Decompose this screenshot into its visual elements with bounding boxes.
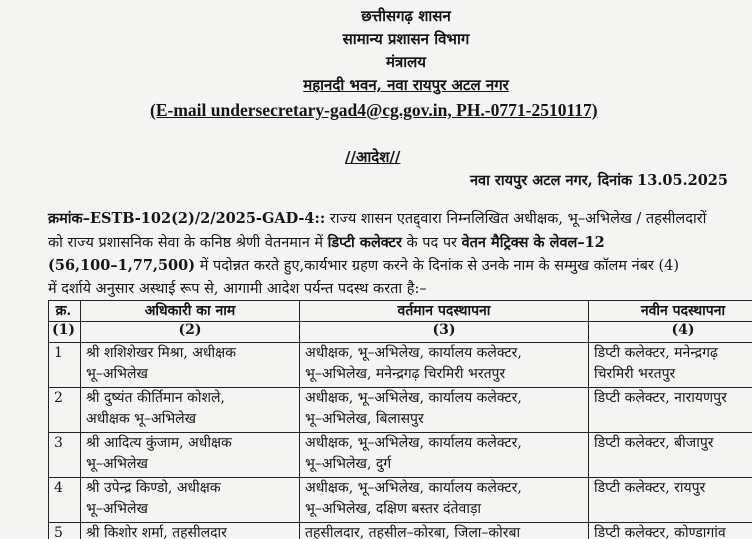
current-posting-line: भू–अभिलेख, दक्षिण बस्तर दंतेवाड़ा: [305, 501, 482, 517]
header-sn: क्र.: [49, 301, 81, 322]
col-number: (3): [300, 322, 589, 343]
department-name: सामान्य प्रशासन विभाग: [342, 30, 470, 48]
officer-name: [81, 388, 300, 433]
current-posting: [300, 433, 589, 478]
body-line-3-b: में पदोन्नत करते हुए,कार्यभार ग्रहण करने के दिनांक से उनके नाम के सम्मुख कॉलम नंबर (4): [195, 258, 679, 274]
new-posting-line: डिप्टी कलेक्टर, मनेन्द्रगढ़: [594, 345, 718, 361]
contact-line: (E-mail undersecretary-gad4@cg.gov.in, PH.-0771-2510117): [150, 100, 598, 120]
serial-number: 4: [49, 478, 81, 523]
col-number: (4): [589, 322, 752, 343]
officer-name: [81, 433, 300, 478]
officer-name-line: श्री शशिशेखर मिश्रा, अधीक्षक: [86, 345, 236, 361]
header-new-posting: नवीन पदस्थापना: [589, 301, 752, 322]
col-number: (2): [81, 322, 300, 343]
current-posting-line: अधीक्षक, भू–अभिलेख, कार्यालय कलेक्टर,: [305, 435, 522, 451]
new-posting-line: डिप्टी कलेक्टर, रायपुर: [594, 480, 706, 496]
table-body: [49, 343, 752, 539]
officer-name-line: भू–अभिलेख: [86, 366, 148, 382]
body-line-4: में दर्शाये अनुसार अस्थाई रूप से, आगामी आदेश पर्यन्त पदस्थ करता है:–: [48, 281, 427, 297]
body-line-2-c: के पद पर: [401, 235, 462, 251]
current-posting: [300, 388, 589, 433]
current-posting-line: तहसीलदार, तहसील–कोरबा, जिला–कोरबा: [305, 525, 521, 539]
order-title: //आदेश//: [345, 148, 401, 166]
current-posting-line: अधीक्षक, भू–अभिलेख, कार्यालय कलेक्टर,: [305, 480, 522, 496]
new-posting: [589, 343, 752, 388]
body-line-1: [48, 208, 752, 228]
current-posting: [300, 343, 589, 388]
posting-table: [48, 300, 752, 539]
officer-name-line: श्री किशोर शर्मा, तहसीलदार: [86, 525, 227, 539]
current-posting-line: भू–अभिलेख, बिलासपुर: [305, 411, 424, 427]
body-line-3: [48, 255, 752, 275]
table-row: [49, 478, 752, 523]
body-line-2-a: को राज्य प्रशासनिक सेवा के कनिष्ठ श्रेणी वेतनमान में: [48, 235, 328, 251]
officer-name-line: श्री उपेन्द्र किण्डो, अधीक्षक: [86, 480, 221, 496]
current-posting-line: अधीक्षक, भू–अभिलेख, कार्यालय कलेक्टर,: [305, 345, 522, 361]
new-posting: [589, 388, 752, 433]
new-posting: [589, 523, 752, 539]
serial-number: 1: [49, 343, 81, 388]
body-line-2: [48, 232, 752, 252]
table-row: [49, 343, 752, 388]
serial-number: 2: [49, 388, 81, 433]
officer-name-line: भू–अभिलेख: [86, 501, 148, 517]
officer-name-line: श्री आदित्य कुंजाम, अधीक्षक: [86, 435, 232, 451]
new-posting-line: डिप्टी कलेक्टर, नारायणपुर: [594, 390, 727, 406]
header-current-posting: वर्तमान पदस्थापना: [300, 301, 589, 322]
new-posting-line: डिप्टी कलेक्टर, कोण्डागांव: [594, 525, 726, 539]
post-name: डिप्टी कलेक्टर: [327, 234, 402, 251]
officer-name: [81, 343, 300, 388]
current-posting-line: भू–अभिलेख, दुर्ग: [305, 456, 392, 472]
serial-number: 5: [49, 523, 81, 539]
officer-name-line: भू–अभिलेख: [86, 456, 148, 472]
current-posting-line: भू–अभिलेख, मनेन्द्रगढ़ चिरमिरी भरतपुर: [305, 366, 506, 382]
pay-scale: (56,100–1,77,500): [48, 257, 196, 274]
place-date: नवा रायपुर अटल नगर, दिनांक 13.05.2025: [470, 172, 728, 189]
officer-name: [81, 523, 300, 539]
table-row: [49, 388, 752, 433]
order-number: क्रमांक–ESTB-102(2)/2/2025-GAD-4::: [48, 210, 326, 227]
current-posting-line: अधीक्षक, भू–अभिलेख, कार्यालय कलेक्टर,: [305, 390, 522, 406]
new-posting: [589, 478, 752, 523]
table-header-row: [49, 301, 752, 322]
current-posting: [300, 478, 589, 523]
secretariat-name: मंत्रालय: [385, 53, 426, 71]
header-officer-name: अधिकारी का नाम: [81, 301, 300, 322]
govt-name: छत्तीसगढ़ शासन: [361, 7, 451, 25]
table-row: [49, 523, 752, 539]
officer-name-line: श्री दुष्यंत कीर्तिमान कोशले,: [86, 390, 225, 406]
address-line: महानदी भवन, नवा रायपुर अटल नगर: [303, 76, 509, 94]
body-line-1-text: राज्य शासन एतद्द्वारा निम्नलिखित अधीक्षक, भू–अभिलेख / तहसीलदारों: [325, 211, 707, 227]
pay-level: वेतन मैट्रिक्स के लेवल–12: [461, 234, 605, 251]
table-row: [49, 433, 752, 478]
new-posting: [589, 433, 752, 478]
officer-name-line: अधीक्षक भू–अभिलेख: [86, 411, 197, 427]
new-posting-line: डिप्टी कलेक्टर, बीजापुर: [594, 435, 714, 451]
new-posting-line: चिरमिरी भरतपुर: [594, 366, 676, 382]
table-column-number-row: [49, 322, 752, 343]
current-posting: [300, 523, 589, 539]
serial-number: 3: [49, 433, 81, 478]
officer-name: [81, 478, 300, 523]
col-number: (1): [49, 322, 81, 343]
